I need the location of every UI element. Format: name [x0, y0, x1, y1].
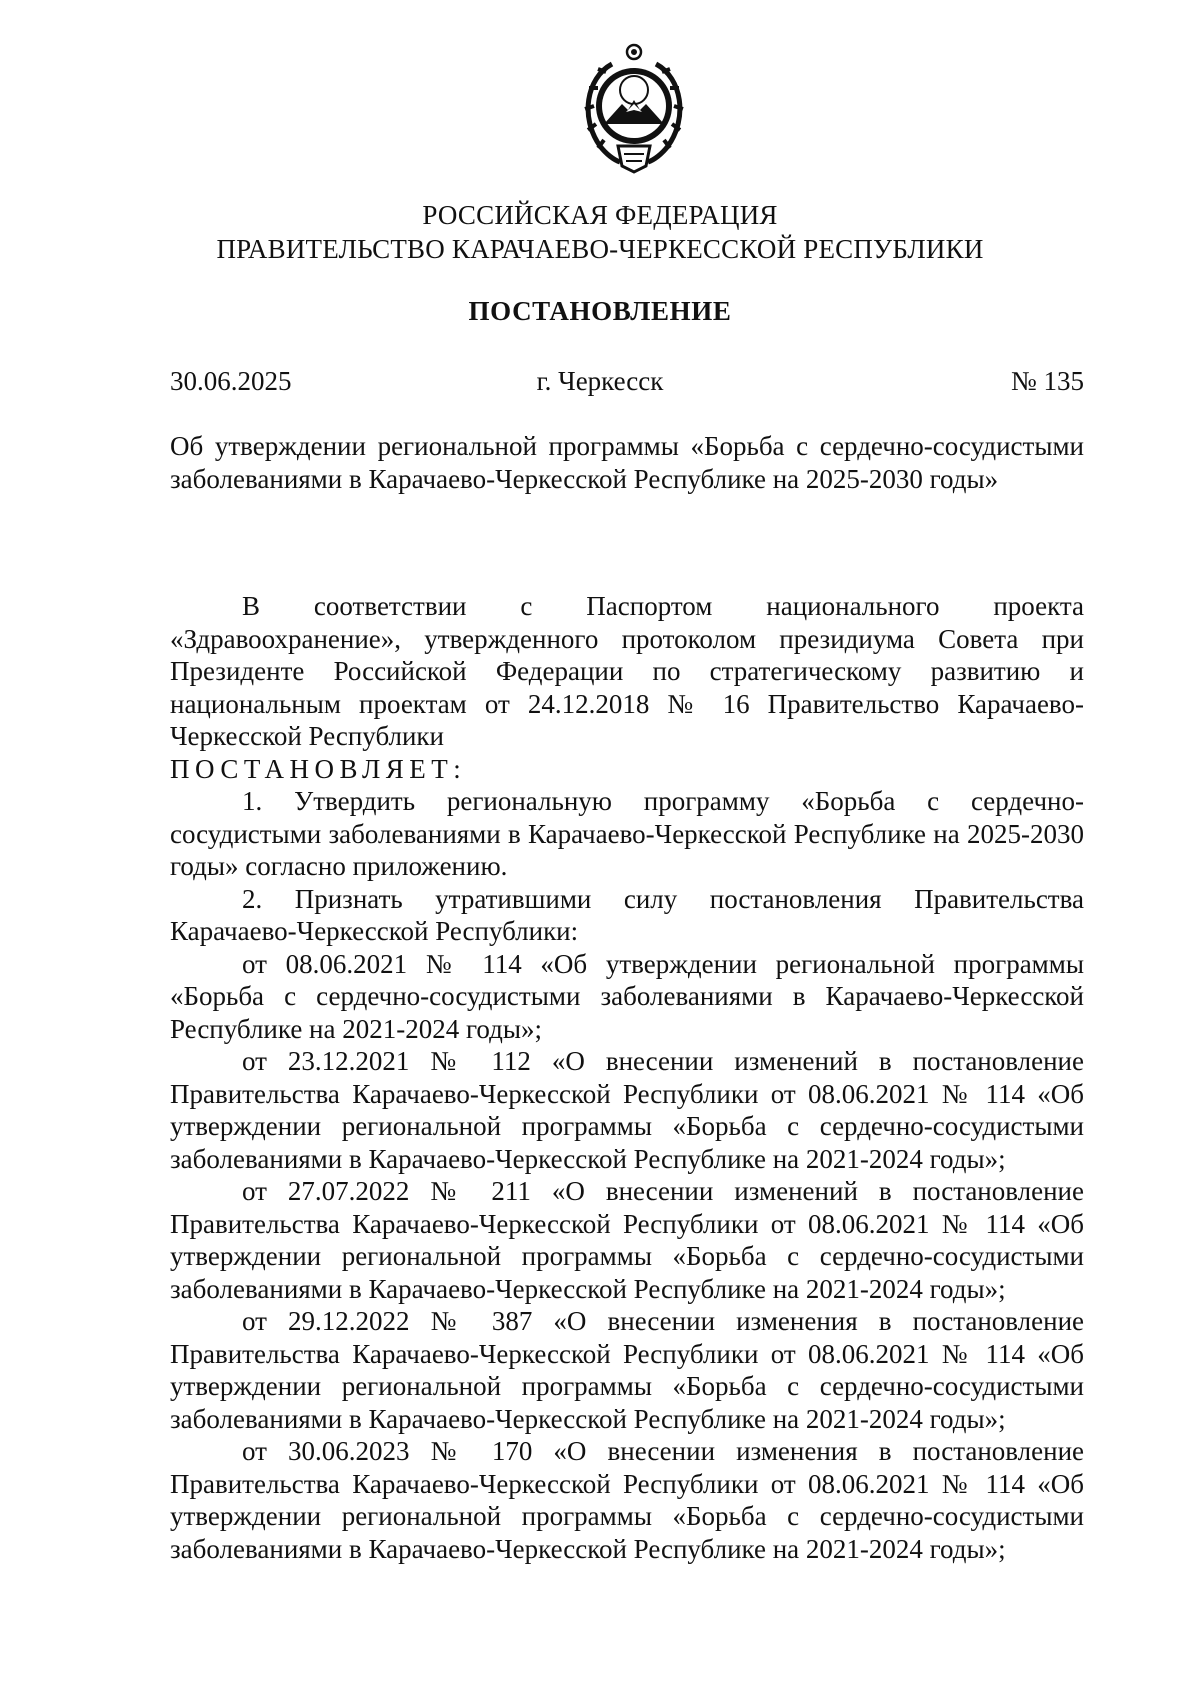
repealed-paragraph: от 27.07.2022 № 211 «О внесении изменений в постановление Правительства Карачаево-Черкесской Республики от 08.06.2021 № 114 «Об утверждении региональной программы «Борьба с сердечно-сосудистыми заболеваниями в Карачаево-Черкесской Республике на 2021-2024 годы»; [170, 1176, 1084, 1304]
decree-word: ПОСТАНОВЛЯЕТ: [170, 753, 467, 784]
repealed-paragraph: от 29.12.2022 № 387 «О внесении изменения в постановление Правительства Карачаево-Черкесской Республики от 08.06.2021 № 114 «Об утверждении региональной программы «Борьба с сердечно-сосудистыми заболеваниями в Карачаево-Черкесской Республике на 2021-2024 годы»; [170, 1306, 1084, 1434]
document-body [170, 590, 1084, 1565]
header-government: ПРАВИТЕЛЬСТВО КАРАЧАЕВО-ЧЕРКЕССКОЙ РЕСПУБЛИКИ [216, 234, 984, 264]
item-paragraph: 1. Утвердить региональную программу «Борьба с сердечно-сосудистыми заболеваниями в Карачаево-Черкесской Республике на 2025-2030 годы» согласно приложению. [170, 786, 1084, 881]
item-paragraph: 2. Признать утратившими силу постановления Правительства Карачаево-Черкесской Республики: [170, 883, 1084, 946]
coat-of-arms-emblem [576, 42, 692, 176]
document-number: № 135 [1010, 366, 1084, 396]
document-date: 30.06.2025 [170, 366, 292, 396]
document-subject: Об утверждении региональной программы «Борьба с сердечно-сосудистыми заболеваниями в Карачаево-Черкесской Республике на 2025-2030 годы» [170, 431, 1084, 494]
header-country: РОССИЙСКАЯ ФЕДЕРАЦИЯ [422, 200, 778, 230]
repealed-paragraph: от 30.06.2023 № 170 «О внесении изменения в постановление Правительства Карачаево-Черкесской Республики от 08.06.2021 № 114 «Об утверждении региональной программы «Борьба с сердечно-сосудистыми заболеваниями в Карачаево-Черкесской Республике на 2021-2024 годы»; [170, 1436, 1084, 1564]
repealed-paragraph: от 08.06.2021 № 114 «Об утверждении региональной программы «Борьба с сердечно-сосудистыми заболеваниями в Карачаево-Черкесской Республике на 2021-2024 годы»; [170, 948, 1084, 1044]
document-city: г. Черкесск [536, 366, 664, 396]
repealed-paragraph: от 23.12.2021 № 112 «О внесении изменений в постановление Правительства Карачаево-Черкесской Республики от 08.06.2021 № 114 «Об утверждении региональной программы «Борьба с сердечно-сосудистыми заболеваниями в Карачаево-Черкесской Республике на 2021-2024 годы»; [170, 1046, 1084, 1174]
preamble-paragraph: В соответствии с Паспортом национального проекта «Здравоохранение», утвержденного протоколом президиума Совета при Президенте Российской Федерации по стратегическому развитию и национальным проектам от 24.12.2018 № 16 Правительство Карачаево-Черкесской Республики [170, 591, 1084, 751]
document-type: ПОСТАНОВЛЕНИЕ [468, 296, 732, 326]
